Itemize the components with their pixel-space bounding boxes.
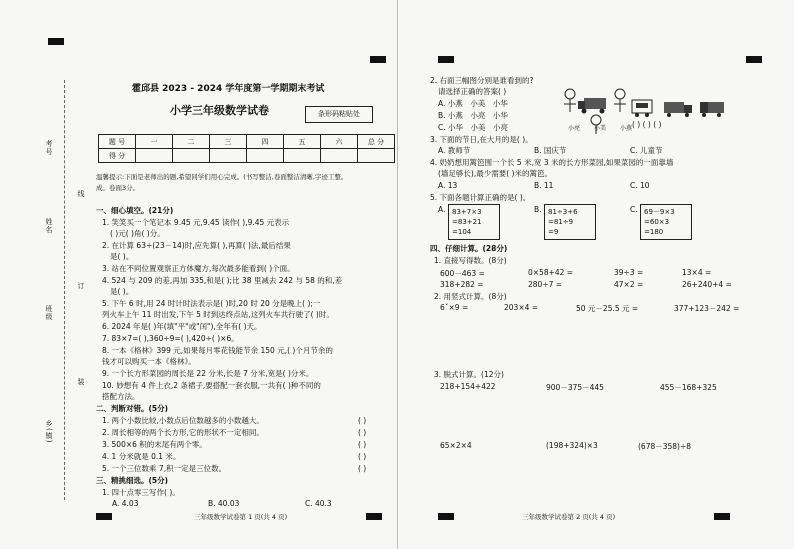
q-line: 3. 站在不同位置观察正方体魔方,每次最多能看到( )个面。 xyxy=(102,264,295,273)
truck-views-illustration xyxy=(630,96,726,118)
oral-calc: 39÷3 = xyxy=(614,268,644,277)
s4-1-heading: 1. 直接写得数。(8分) xyxy=(434,256,507,265)
q4-option-c: C. 10 xyxy=(630,181,650,190)
score-cell: 三 xyxy=(210,135,247,149)
tf-answer-blank[interactable]: ( ) xyxy=(358,464,367,473)
score-input-cell[interactable] xyxy=(173,149,210,163)
q-line: ( )元( )角( )分。 xyxy=(110,229,165,238)
margin-mark-order: 订 xyxy=(77,282,85,290)
registration-mark xyxy=(438,56,454,63)
oral-calc: 47×2 = xyxy=(614,280,644,289)
q-line: 5. 下午 6 时,用 24 时计时法表示是( )时,20 时 20 分是晚上( );一 xyxy=(102,299,321,308)
tf-answer-blank[interactable]: ( ) xyxy=(358,428,367,437)
q4-option-b: B. 11 xyxy=(534,181,554,190)
page-footer: 三年级数学试卷第 1 页(共 4 页) xyxy=(194,513,288,521)
score-cell: 得 分 xyxy=(99,149,136,163)
section3-heading: 三、精挑细选。(5分) xyxy=(96,476,169,485)
q5-label-a: A. xyxy=(438,205,446,214)
tf-answer-blank[interactable]: ( ) xyxy=(358,416,367,425)
pic-label: 小亮 xyxy=(568,125,581,132)
tf-item: 1. 两个小数比较,小数点后位数越多的小数越大。 xyxy=(102,416,264,425)
q-line: 8. 一本《格林》399 元,如果每月零花钱能节余 150 元,( )个月节余的 xyxy=(102,346,333,355)
score-input-cell[interactable] xyxy=(210,149,247,163)
oral-calc: 600－463 = xyxy=(440,269,485,278)
registration-mark xyxy=(48,38,64,45)
score-input-cell[interactable] xyxy=(358,149,395,163)
q2-option-a: A. 小燕 小美 小华 xyxy=(438,99,508,108)
q-line: 4. 524 与 209 的差,再加 335,和是( );比 38 里减去 242 与 58 的和,差 xyxy=(102,276,343,285)
score-cell: 题 号 xyxy=(99,135,136,149)
q3-text: 3. 下面的节日,在大月的是( )。 xyxy=(430,135,533,144)
q4-text: (墙足够长),最少需要( )米的篱笆。 xyxy=(438,169,552,178)
margin-mark-bind: 装 xyxy=(77,378,85,386)
mc-option-b: B. 40.03 xyxy=(208,499,240,508)
q5-box-b: 81÷3+6 =81÷9 =9 xyxy=(544,204,596,240)
section2-heading: 二、判断对错。(5分) xyxy=(96,404,169,413)
registration-mark xyxy=(370,56,386,63)
q3-option-a: A. 教师节 xyxy=(438,146,471,155)
score-cell: 二 xyxy=(173,135,210,149)
score-cell: 一 xyxy=(136,135,173,149)
q4-text: 4. 奶奶想用篱笆围一个长 5 米,宽 3 米的长方形菜园,如果菜园的一面靠墙 xyxy=(430,158,674,167)
score-input-cell[interactable] xyxy=(284,149,321,163)
s4-2-heading: 2. 用竖式计算。(8分) xyxy=(434,292,507,301)
q5-box-a: 83+7×3 =83+21 =104 xyxy=(448,204,500,240)
score-input-cell[interactable] xyxy=(321,149,358,163)
registration-mark xyxy=(746,56,762,63)
vertical-calc: 203×4 = xyxy=(504,303,539,312)
section4-heading: 四、仔细计算。(28分) xyxy=(430,244,508,253)
score-cell: 六 xyxy=(321,135,358,149)
step-calc: (198+324)×3 xyxy=(546,441,598,450)
margin-label-name: 姓名 xyxy=(45,218,53,234)
margin-mark-line: 线 xyxy=(77,190,85,198)
oral-calc: 0×58+42 = xyxy=(528,268,574,277)
mc-question: 1. 四十点零三写作( )。 xyxy=(102,488,180,497)
vertical-calc: 377+123－242 = xyxy=(674,304,740,313)
registration-mark xyxy=(96,513,112,520)
paper-title: 小学三年级数学试卷 xyxy=(170,104,269,117)
score-value-row xyxy=(99,149,395,163)
s4-3-heading: 3. 脱式计算。(12分) xyxy=(434,370,504,379)
step-calc: 65×2×4 xyxy=(440,441,472,450)
oral-calc: 280÷7 = xyxy=(528,280,563,289)
q2-text: 2. 右面三幅图分别是谁看到的? xyxy=(430,76,534,85)
margin-label-exam-no: 考号 xyxy=(45,140,53,156)
tf-item: 2. 周长相等的两个长方形,它的形状不一定相同。 xyxy=(102,428,264,437)
binding-line xyxy=(64,80,65,500)
q2-option-b: B. 小燕 小亮 小华 xyxy=(438,111,508,120)
margin-label-class: 班级 xyxy=(45,305,53,321)
q2-answer-blanks[interactable]: ( ) ( ) ( ) xyxy=(632,120,662,129)
q-line: 搭配方法。 xyxy=(102,392,140,401)
notice-line: 温馨提示:下面是老师出的题,希望同学们用心完成。(书写整洁,卷面整洁清晰,字迹工整。 xyxy=(96,173,348,181)
step-calc: 900－375－445 xyxy=(546,383,604,392)
margin-label-town: 乡(镇) xyxy=(45,420,53,444)
tf-item: 4. 1 分米就是 0.1 米。 xyxy=(102,452,181,461)
tf-answer-blank[interactable]: ( ) xyxy=(358,452,367,461)
q-line: 钱才可以购买一本《格林》。 xyxy=(102,357,196,366)
q-line: 9. 一个长方形菜园的周长是 22 分米,长是 7 分米,宽是( )分米。 xyxy=(102,369,314,378)
q-line: 是( )。 xyxy=(110,287,134,296)
tf-item: 5. 一个三位数乘 7,积一定是三位数。 xyxy=(102,464,227,473)
score-cell: 总 分 xyxy=(358,135,395,149)
registration-mark xyxy=(438,513,454,520)
q3-option-c: C. 儿童节 xyxy=(630,146,663,155)
q5-label-c: C. xyxy=(630,205,638,214)
q-line: 10. 妙想有 4 件上衣,2 条裙子,要搭配一套衣服,一共有( )种不同的 xyxy=(102,381,321,390)
q-line: 列火车上午 11 时出发,下午 5 时到达终点站,这列火车共行驶了( )时。 xyxy=(102,310,334,319)
mc-option-a: A. 4.03 xyxy=(112,499,139,508)
section1-heading: 一、细心填空。(21分) xyxy=(96,206,174,215)
step-calc: (678－358)÷8 xyxy=(638,442,692,451)
q5-box-c: 69－9×3 =60×3 =180 xyxy=(640,204,692,240)
q-line: 1. 笑笑买一个笔记本 9.45 元,9.45 读作( ),9.45 元表示 xyxy=(102,218,290,227)
exam-page-2 xyxy=(397,0,794,549)
school-exam-name: 霍邱县 2023 - 2024 学年度第一学期期末考试 xyxy=(132,84,325,94)
score-header-row xyxy=(99,135,395,149)
tf-item: 3. 500×6 积的末尾有两个零。 xyxy=(102,440,207,449)
score-cell: 五 xyxy=(284,135,321,149)
step-calc: 455－168+325 xyxy=(660,383,717,392)
tf-answer-blank[interactable]: ( ) xyxy=(358,440,367,449)
notice-line: 成。卷面3分。 xyxy=(96,184,140,192)
pic-label: 小美 xyxy=(594,125,607,132)
q2-option-c: C. 小华 小美 小亮 xyxy=(438,123,509,132)
pic-label: 小燕 xyxy=(620,125,633,132)
q5-text: 5. 下面各题计算正确的是( )。 xyxy=(430,193,531,202)
q-line: 2. 在计算 63÷(23－14)时,应先算( ),再算( )法,最后结果 xyxy=(102,241,291,250)
page-footer: 三年级数学试卷第 2 页(共 4 页) xyxy=(522,513,616,521)
score-input-cell[interactable] xyxy=(247,149,284,163)
q-line: 7. 83×7=( ),360÷9=( ),420÷( )×6。 xyxy=(102,334,239,343)
registration-mark xyxy=(366,513,382,520)
score-table xyxy=(98,134,395,163)
registration-mark xyxy=(714,513,730,520)
q-line: 6. 2024 年是( )年(填"平"或"闰"),全年有( )天。 xyxy=(102,322,262,331)
oral-calc: 13×4 = xyxy=(682,268,712,277)
q2-text: 请选择正确的答案( ) xyxy=(438,87,507,96)
step-calc: 218+154+422 xyxy=(440,382,496,391)
q-line: 是( )。 xyxy=(110,252,134,261)
oral-calc: 318+282 = xyxy=(440,280,484,289)
mc-option-c: C. 40.3 xyxy=(305,499,332,508)
vertical-calc: 50 元－25.5 元 = xyxy=(576,304,639,313)
vertical-calc: 6ˇ×9 = xyxy=(440,303,469,312)
score-input-cell[interactable] xyxy=(136,149,173,163)
oral-calc: 26+240+4 = xyxy=(682,280,732,289)
barcode-area: 条形码粘贴处 xyxy=(305,106,373,123)
q3-option-b: B. 国庆节 xyxy=(534,146,567,155)
q4-option-a: A. 13 xyxy=(438,181,458,190)
q5-label-b: B. xyxy=(534,205,542,214)
score-cell: 四 xyxy=(247,135,284,149)
